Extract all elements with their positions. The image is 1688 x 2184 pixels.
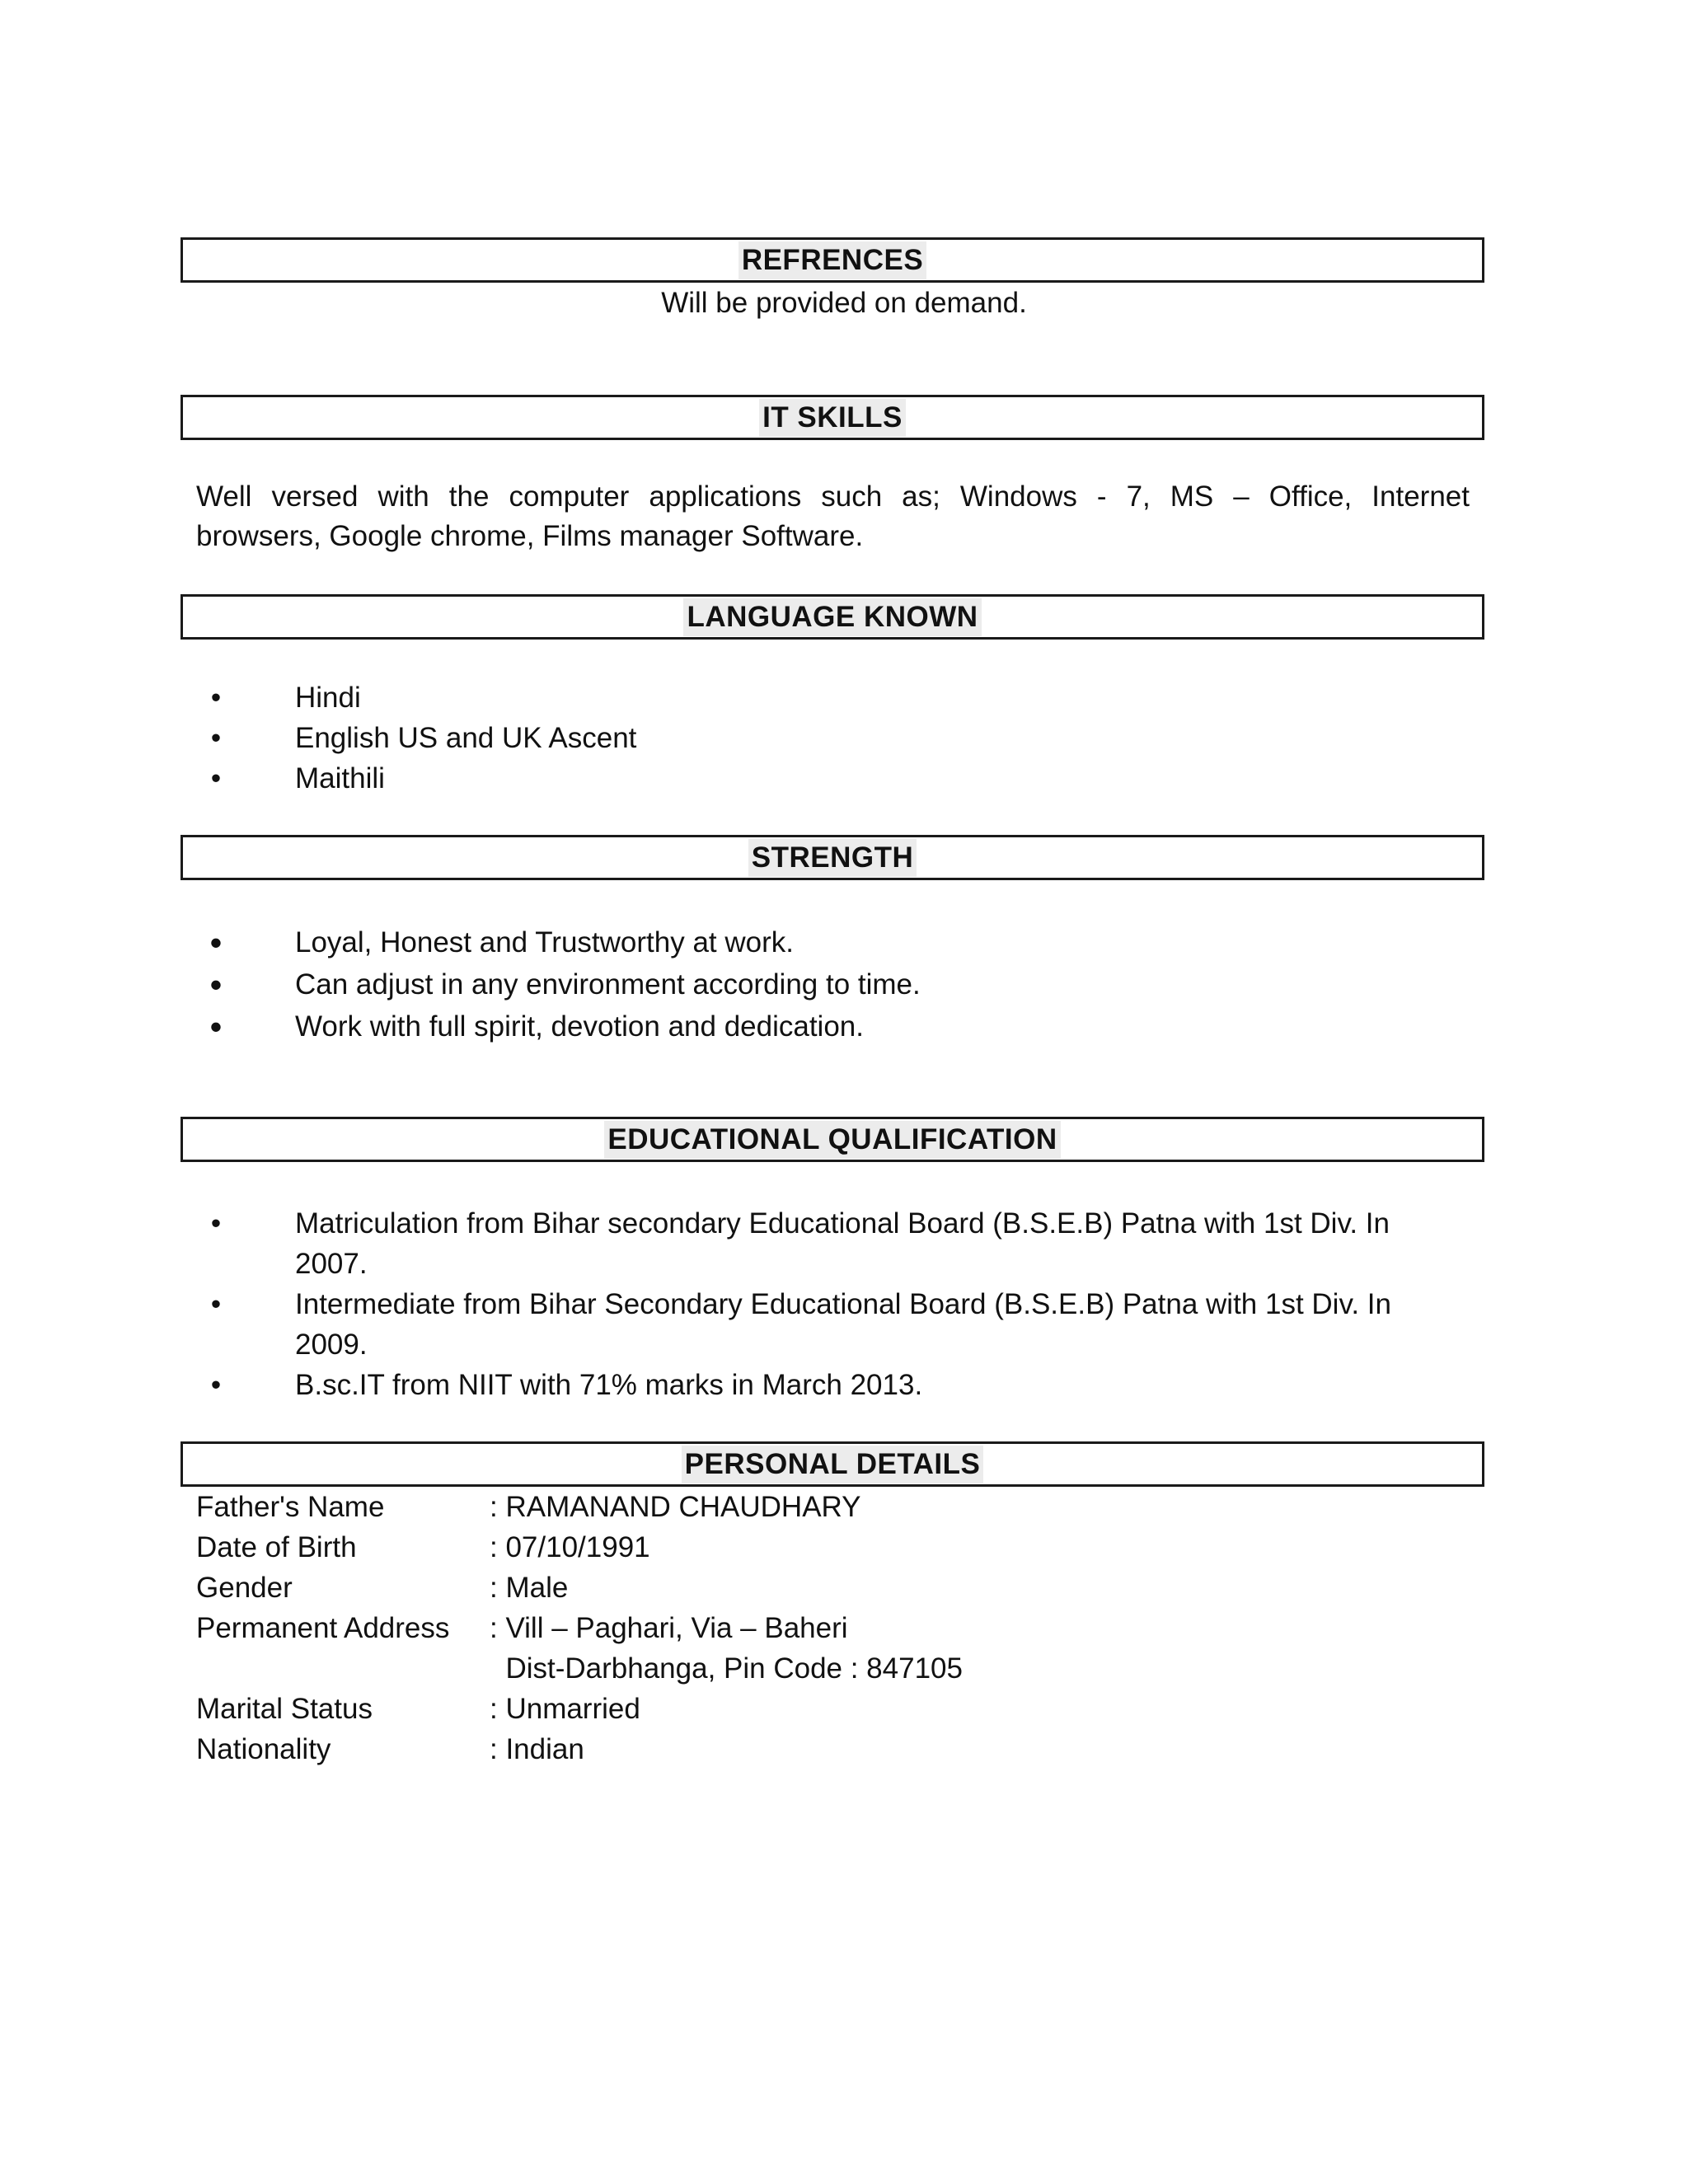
personal-row	[196, 1689, 640, 1729]
personal-label: Gender	[196, 1572, 293, 1604]
personal-value: : Vill – Paghari, Via – Baheri	[490, 1612, 848, 1644]
list-item	[208, 921, 1515, 963]
personal-label: Father's Name	[196, 1491, 385, 1523]
personal-row	[196, 1527, 650, 1568]
education-item-line1: B.sc.IT from NIIT with 71% marks in March 2013.	[295, 1369, 923, 1401]
language-item: Maithili	[295, 762, 385, 794]
strength-item: Loyal, Honest and Trustworthy at work.	[295, 926, 794, 958]
personal-heading-box	[181, 1441, 1484, 1487]
references-text: Will be provided on demand.	[661, 287, 1027, 319]
strength-item: Can adjust in any environment according to time.	[295, 968, 921, 1001]
list-item	[208, 1284, 1515, 1365]
personal-value: : Unmarried	[490, 1693, 640, 1725]
it-skills-line-1: Well versed with the computer applications such as; Windows - 7, MS – Office, Internet	[196, 480, 1470, 513]
references-heading-box	[181, 237, 1484, 283]
strength-item: Work with full spirit, devotion and dedication.	[295, 1010, 864, 1043]
personal-value: Dist-Darbhanga, Pin Code : 847105	[490, 1652, 963, 1685]
language-item: Hindi	[295, 682, 361, 714]
list-item	[208, 758, 1515, 799]
strength-list	[208, 921, 1515, 1047]
bullet-icon: •	[209, 1007, 223, 1046]
personal-label: Date of Birth	[196, 1531, 357, 1563]
personal-value: : RAMANAND CHAUDHARY	[490, 1491, 861, 1523]
list-item	[208, 718, 1515, 758]
personal-row	[196, 1568, 568, 1608]
personal-value: : Male	[490, 1572, 569, 1604]
bullet-icon: •	[209, 965, 223, 1004]
bullet-icon: •	[210, 1207, 222, 1240]
personal-label: Permanent Address	[196, 1612, 450, 1644]
bullet-icon: •	[210, 1288, 222, 1320]
language-heading-box	[181, 594, 1484, 640]
education-heading-box	[181, 1117, 1484, 1162]
strength-heading-box	[181, 835, 1484, 880]
personal-heading: PERSONAL DETAILS	[682, 1446, 984, 1483]
language-item: English US and UK Ascent	[295, 722, 637, 754]
personal-row	[196, 1487, 861, 1527]
education-item-line2: 2007.	[295, 1248, 368, 1280]
it-skills-heading: IT SKILLS	[759, 399, 906, 437]
strength-heading: STRENGTH	[748, 839, 917, 877]
education-list	[208, 1203, 1515, 1405]
education-item-line2: 2009.	[295, 1329, 368, 1361]
personal-row	[196, 1729, 584, 1769]
personal-row	[196, 1648, 963, 1689]
personal-label: Nationality	[196, 1733, 331, 1765]
list-item	[208, 1365, 1515, 1405]
personal-label	[196, 1648, 490, 1689]
bullet-icon: •	[209, 923, 223, 962]
list-item	[208, 1005, 1515, 1047]
personal-label: Marital Status	[196, 1693, 373, 1725]
list-item	[208, 1203, 1515, 1284]
bullet-icon: •	[210, 762, 222, 794]
it-skills-line-2: browsers, Google chrome, Films manager Software.	[196, 520, 864, 552]
personal-row	[196, 1608, 848, 1648]
education-item-line1: Intermediate from Bihar Secondary Educational Board (B.S.E.B) Patna with 1st Div. In	[295, 1288, 1391, 1320]
personal-value: : Indian	[490, 1733, 584, 1765]
references-heading: REFRENCES	[738, 241, 926, 279]
language-heading: LANGUAGE KNOWN	[683, 598, 981, 636]
education-heading: EDUCATIONAL QUALIFICATION	[604, 1121, 1060, 1159]
list-item	[208, 677, 1515, 718]
personal-value: : 07/10/1991	[490, 1531, 650, 1563]
it-skills-heading-box	[181, 395, 1484, 440]
language-list	[208, 677, 1515, 799]
bullet-icon: •	[210, 722, 222, 754]
bullet-icon: •	[210, 682, 222, 714]
bullet-icon: •	[210, 1369, 222, 1401]
education-item-line1: Matriculation from Bihar secondary Educational Board (B.S.E.B) Patna with 1st Div. In	[295, 1207, 1390, 1240]
list-item	[208, 963, 1515, 1005]
